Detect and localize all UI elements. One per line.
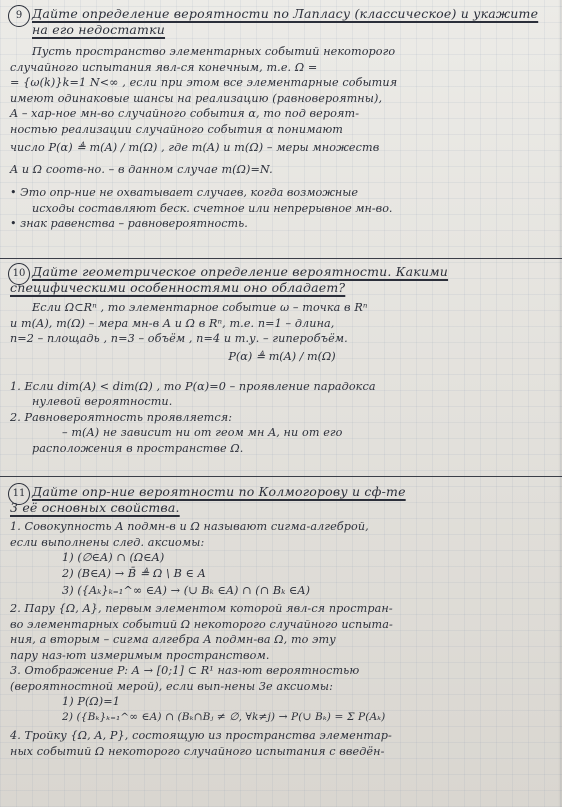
question-10-title-line1: Дайте геометрическое определение вероятности. Какими	[32, 264, 449, 279]
question-10	[10, 264, 554, 456]
q10-line: и m(A), m(Ω) – мера мн-в A и Ω в Rⁿ, т.е. n=1 – длина,	[10, 316, 335, 330]
q11-line: ния, а вторым – сигма алгебра A подмн-ва Ω, то эту	[10, 633, 336, 646]
page-edge-shadow	[558, 0, 562, 807]
question-11-title-line2: 3 её основных свойства.	[10, 500, 180, 515]
q11-line: 1. Совокупность A подмн-в и Ω называют сигма-алгеброй,	[10, 520, 369, 533]
q9-line: A и Ω соотв-но. – в данном случае m(Ω)=N.	[10, 163, 273, 176]
question-9	[10, 6, 554, 232]
question-10-title-line2: специфическими особенностями оно обладает?	[10, 280, 346, 295]
q11-line: 3. Отображение P: A → [0;1] ⊂ R¹ наз-ют вероятностью	[10, 664, 360, 677]
section-divider	[0, 476, 562, 477]
q11-line: 4. Тройку {Ω, A, P}, состоящую из пространства элементар-	[10, 729, 392, 742]
section-divider	[0, 258, 562, 259]
question-9-body	[10, 44, 554, 232]
question-10-body	[10, 300, 554, 456]
question-11-body	[10, 519, 554, 759]
q11-line: 2. Пару {Ω, A}, первым элементом которой явл-ся простран-	[10, 602, 393, 615]
question-11	[10, 484, 554, 759]
q11-line: 2) ({Bₖ}ₖ₌₁^∞ ∈A) ∩ (Bₖ∩Bⱼ ≠ ∅, ∀k≠j) → P(∪ Bₖ) = Σ P(Aₖ)	[62, 710, 386, 723]
question-number-9: 9	[8, 5, 30, 27]
q10-point: 2. Равновероятность проявляется:	[10, 410, 233, 424]
q9-line: имеют одинаковые шансы на реализацию (равновероятны),	[10, 91, 383, 105]
q11-line: 1) P(Ω)=1	[62, 695, 120, 708]
q11-line: во элементарных событий Ω некоторого случайного испыта-	[10, 617, 393, 631]
q9-line: случайного испытания явл-ся конечным, т.е. Ω =	[10, 60, 318, 74]
q10-point: – m(A) не зависит ни от геом мн A, ни от его	[62, 426, 343, 439]
question-9-title: Дайте определение вероятности по Лапласу (классическое) и укажите на его недостатки	[32, 6, 539, 37]
q11-line: 2) (B∈A) → B̄ ≜ Ω \ B ∈ A	[62, 566, 206, 580]
q9-bullet: • знак равенства – равновероятность.	[10, 217, 248, 230]
q9-line: Пусть пространство элементарных событий некоторого	[32, 45, 396, 58]
q11-line: пару наз-ют измеримым пространством.	[10, 648, 270, 662]
q9-line: A – хар-ное мн-во случайного события α, то под вероят-	[10, 107, 360, 120]
q10-formula: P(α) ≜ m(A) / m(Ω)	[228, 349, 336, 363]
q11-line: если выполнены след. аксиомы:	[10, 535, 205, 549]
q10-line: Если Ω⊂Rⁿ , то элементарное событие ω – точка в Rⁿ	[32, 301, 368, 314]
q11-line: 3) ({Aₖ}ₖ₌₁^∞ ∈A) → (∪ Bₖ ∈A) ∩ (∩ Bₖ ∈A)	[62, 584, 311, 597]
q9-line: ностью реализации случайного события α понимают	[10, 122, 344, 136]
q10-line: n=2 – площадь , n=3 – объём , n=4 и т.у. – гиперобъём.	[10, 332, 348, 345]
q9-line: число P(α) ≜ m(A) / m(Ω) , где m(A) и m(Ω) – меры множеств	[10, 141, 380, 154]
question-number-10: 10	[8, 263, 30, 285]
q11-line: 1) (∅∈A) ∩ (Ω∈A)	[62, 551, 165, 564]
q10-point: нулевой вероятности.	[32, 395, 173, 408]
q9-line: = {ω(k)}k=1 N<∞ , если при этом все элементарные события	[10, 76, 398, 89]
q9-bullet: • Это опр-ние не охватывает случаев, когда возможные	[10, 186, 359, 199]
q11-line: (вероятностной мерой), если вып-нены 3е аксиомы:	[10, 679, 333, 693]
q10-point: 1. Если dim(A) < dim(Ω) , то P(α)=0 – проявление парадокса	[10, 379, 376, 393]
question-number-11: 11	[8, 483, 30, 505]
q10-point: расположения в пространстве Ω.	[32, 441, 244, 455]
q11-line: ных событий Ω некоторого случайного испытания с введён-	[10, 744, 385, 758]
q9-bullet: исходы составляют беск. счетное или непрерывное мн-во.	[32, 201, 393, 215]
question-11-title-line1: Дайте опр-ние вероятности по Колмогорову и сф-те	[32, 484, 406, 499]
